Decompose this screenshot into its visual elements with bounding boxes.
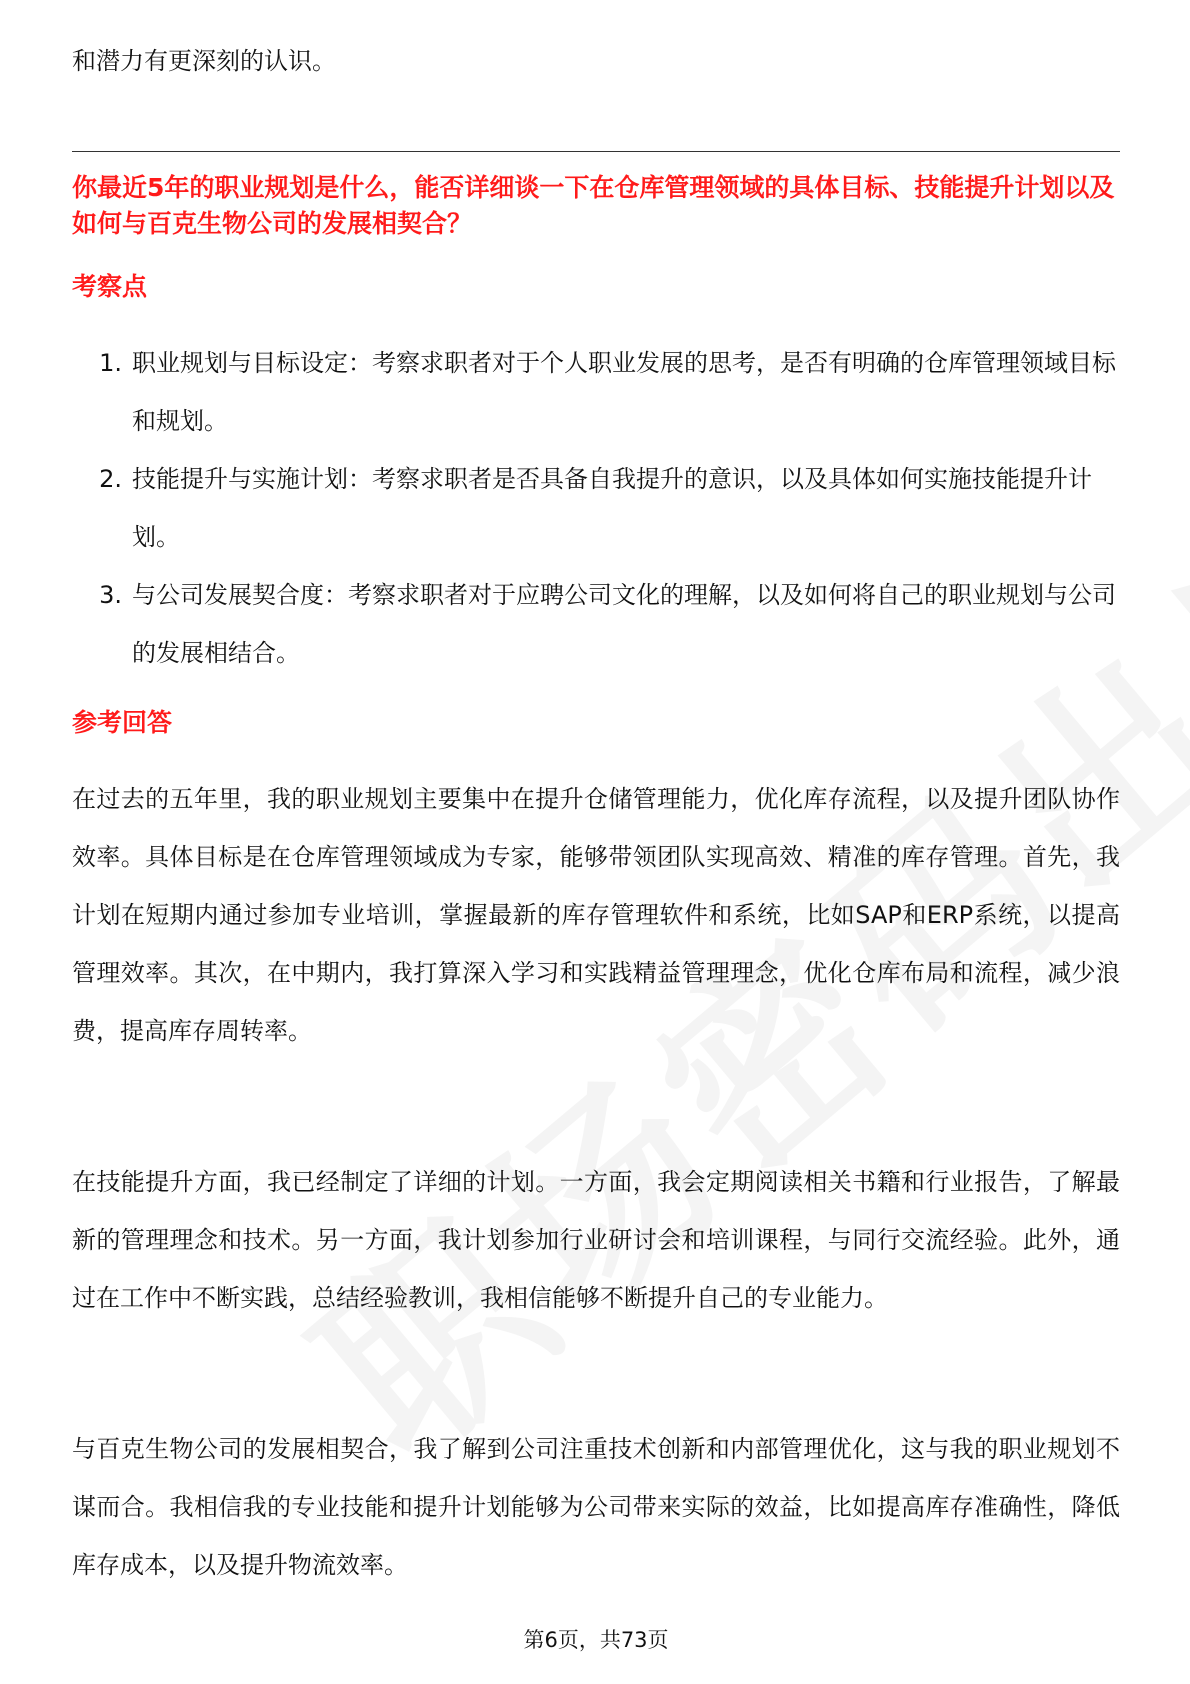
list-number: 1. xyxy=(99,349,122,377)
section-title-answer: 参考回答 xyxy=(72,708,173,737)
list-item xyxy=(72,334,1120,450)
list-item xyxy=(72,566,1120,682)
list-item xyxy=(72,450,1120,566)
list-item-text: 技能提升与实施计划：考察求职者是否具备自我提升的意识，以及具体如何实施技能提升计划。 xyxy=(132,465,1092,551)
list-number: 2. xyxy=(99,465,122,493)
answer-paragraph: 在过去的五年里，我的职业规划主要集中在提升仓储管理能力，优化库存流程，以及提升团队协作效率。具体目标是在仓库管理领域成为专家，能够带领团队实现高效、精准的库存管理。首先，我计划在短期内通过参加专业培训，掌握最新的库存管理软件和系统，比如SAP和ERP系统，以提高管理效率。其次，在中期内，我打算深入学习和实践精益管理理念，优化仓库布局和流程，减少浪费，提高库存周转率。 xyxy=(72,785,1120,1045)
list-item-text: 与公司发展契合度：考察求职者对于应聘公司文化的理解，以及如何将自己的职业规划与公司的发展相结合。 xyxy=(132,581,1116,667)
intro-tail-text: 和潜力有更深刻的认识。 xyxy=(72,47,336,75)
answer-paragraph: 在技能提升方面，我已经制定了详细的计划。一方面，我会定期阅读相关书籍和行业报告，了解最新的管理理念和技术。另一方面，我计划参加行业研讨会和培训课程，与同行交流经验。此外，通过在工作中不断实践，总结经验教训，我相信能够不断提升自己的专业能力。 xyxy=(72,1168,1120,1312)
section-title-points: 考察点 xyxy=(72,272,148,301)
list-number: 3. xyxy=(99,581,122,609)
question-heading: 你最近5年的职业规划是什么，能否详细谈一下在仓库管理领域的具体目标、技能提升计划以及如何与百克生物公司的发展相契合？ xyxy=(72,173,1115,238)
divider xyxy=(72,151,1120,152)
answer-paragraph: 与百克生物公司的发展相契合，我了解到公司注重技术创新和内部管理优化，这与我的职业规划不谋而合。我相信我的专业技能和提升计划能够为公司带来实际的效益，比如提高库存准确性，降低库存成本，以及提升物流效率。 xyxy=(72,1435,1120,1579)
points-list xyxy=(72,334,1120,682)
list-item-text: 职业规划与目标设定：考察求职者对于个人职业发展的思考，是否有明确的仓库管理领域目标和规划。 xyxy=(132,349,1116,435)
page-footer: 第6页，共73页 xyxy=(523,1628,669,1652)
document-page xyxy=(72,0,1120,1684)
